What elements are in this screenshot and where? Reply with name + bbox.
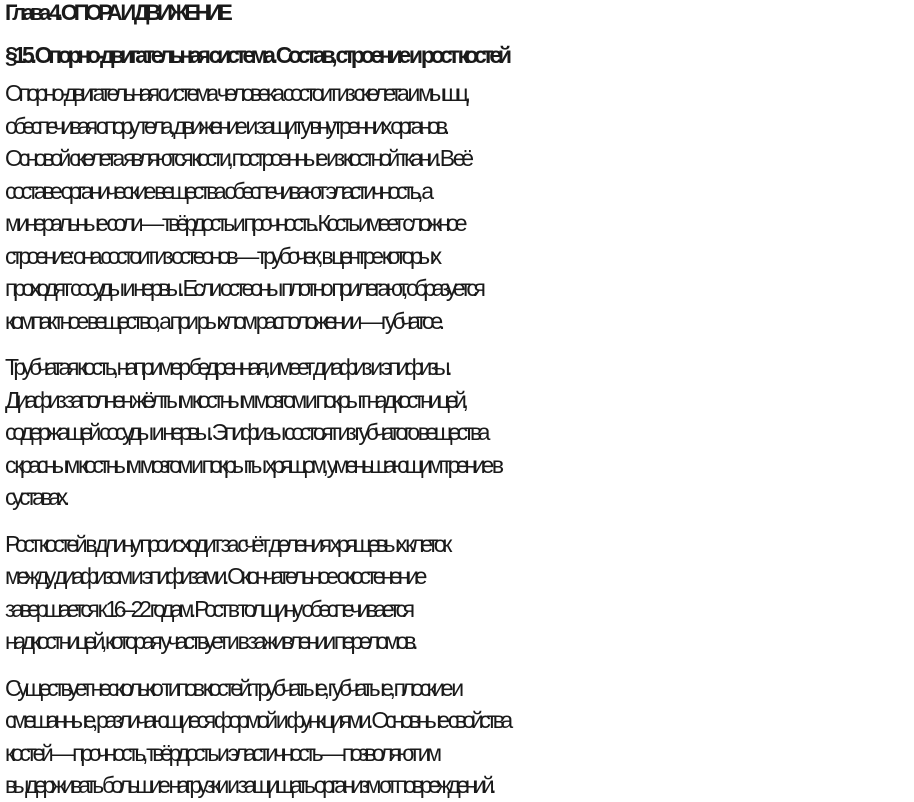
paragraph-line: Опорно-двигательная система человека состоит из скелета и мышц,: [5, 80, 467, 106]
paragraph-line: минеральные соли — твёрдость и прочность. Кость имеет сложное: [5, 210, 464, 236]
paragraph-line: завершается к 16–22 годам. Рост в толщину обеспечивается: [5, 595, 411, 622]
paragraph-line: строение: она состоит из остеонов — трубочек, в центре которых: [5, 242, 438, 269]
paragraph-line: Рост костей в длину происходит за счёт деления хрящевых клеток: [5, 530, 448, 557]
paragraph-line: Существует несколько типов костей: трубчатые, губчатые, плоские и: [5, 674, 460, 701]
paragraph-line: с красным костным мозгом и покрыты хрящом, уменьшающим трение в: [5, 451, 500, 478]
section-title: §15. Опорно-двигательная система. Состав, строение и рост костей: [5, 42, 508, 68]
paragraph-line: содержащей сосуды и нервы. Эпифизы состоят из губчатого вещества: [5, 419, 487, 445]
paragraph-bone-growth: [5, 528, 911, 658]
paragraph-tubular-bone: [5, 351, 911, 514]
textbook-page: [5, 0, 911, 802]
paragraph-line: Трубчатая кость, например бедренная, имеет диафиз и эпифизы.: [5, 354, 449, 380]
paragraph-line: обеспечивая опору тела, движение и защиту внутренних органов.: [5, 112, 446, 139]
paragraph-line: Диафиз заполнен жёлтым костным мозгом и покрыт надкостницей,: [5, 386, 465, 413]
paragraph-line: выдерживать большие нагрузки и защищать организм от повреждений.: [5, 772, 493, 798]
paragraph-line: проходят сосуды и нервы. Если остеоны плотно прилегают, образуется: [5, 275, 482, 301]
paragraph-line: между диафизом и эпифизами. Окончательное окостенение: [5, 563, 424, 589]
paragraph-line: Основой скелета являются кости, построенные из костной ткани. В её: [5, 145, 470, 171]
paragraph-line: компактное вещество, а при рыхлом расположении — губчатое.: [5, 307, 441, 334]
paragraph-bone-types: [5, 672, 911, 802]
chapter-title: Глава 4. ОПОРА И ДВИЖЕНИЕ: [5, 0, 229, 25]
paragraph-line: костей — прочность, твёрдость и эластичность — позволяют им: [5, 739, 438, 766]
paragraph-line: смешанные, различающиеся формой и функциями. Основные свойства: [5, 707, 509, 733]
paragraph-line: надкостницей, которая участвует и в заживлении переломов.: [5, 628, 415, 654]
paragraph-line: суставах.: [5, 484, 66, 510]
paragraph-line: составе органические вещества обеспечивают эластичность, а: [5, 177, 430, 204]
paragraph-musculoskeletal-system: [5, 77, 911, 337]
